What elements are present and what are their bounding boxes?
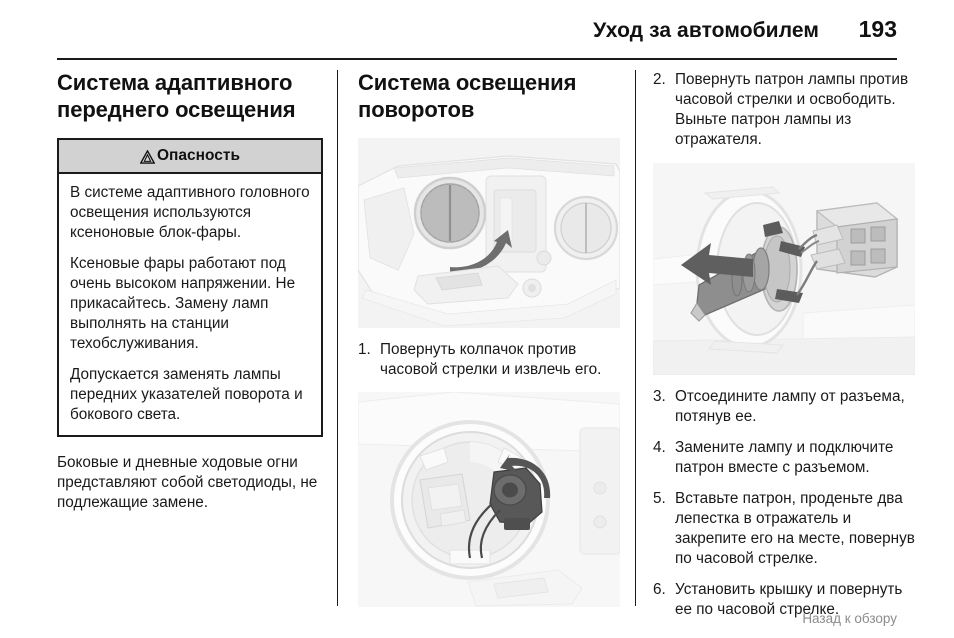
step-number: 5.	[653, 490, 666, 508]
danger-callout-box	[57, 138, 323, 437]
steps-list-right-top	[653, 70, 915, 150]
step-number: 6.	[653, 581, 666, 599]
step-number: 4.	[653, 439, 666, 457]
section-title-adaptive-lighting: Система адаптивного переднего освещения	[57, 70, 296, 122]
danger-paragraph: Допускается заменять лампы передних указателей поворота и бокового света.	[70, 365, 303, 423]
list-item	[653, 70, 915, 150]
step-text: Отсоедините лампу от разъема, потянув ее.	[675, 388, 905, 426]
danger-callout-header	[59, 140, 321, 174]
steps-list-right-bottom	[653, 387, 915, 620]
step-number: 3.	[653, 388, 666, 406]
page-number: 193	[858, 16, 897, 42]
step-number: 2.	[653, 71, 666, 88]
column-divider-left	[337, 70, 338, 606]
headlight-assembly-cap-rotate-figure	[358, 138, 620, 328]
column-divider-right	[635, 70, 636, 606]
danger-paragraph: В системе адаптивного головного освещения используются ксеноновые блок-фары.	[70, 183, 310, 241]
step-text: Повернуть патрон лампы против часовой стрелки и освободить. Выньте патрон лампы из отражателя.	[675, 71, 909, 149]
bulb-holder-connector-figure	[653, 163, 915, 375]
steps-list-middle	[358, 340, 620, 380]
section-title-cornering-lights: Система освещения поворотов	[358, 70, 577, 122]
page-header	[57, 16, 897, 43]
header-divider-rule	[57, 58, 897, 60]
list-item	[358, 340, 620, 380]
page-title: Уход за автомобилем	[593, 19, 819, 42]
step-text: Повернуть колпачок против часовой стрелки и извлечь его.	[380, 340, 602, 378]
step-number: 1.	[358, 340, 371, 358]
column-middle	[358, 70, 620, 619]
led-note-paragraph: Боковые и дневные ходовые огни представляют собой светодиоды, не подлежащие замене.	[57, 454, 318, 512]
step-text: Вставьте патрон, проденьте два лепестка в отражатель и закрепите его на месте, повернув по часовой стрелке.	[675, 490, 915, 568]
column-left	[57, 70, 323, 525]
step-text: Замените лампу и подключите патрон вместе с разъемом.	[675, 439, 894, 477]
danger-paragraph: Ксеновые фары работают под очень высоком напряжении. Не прикасайтесь. Замену ламп выполнять на станции техобслуживания.	[70, 254, 296, 352]
danger-callout-body	[59, 174, 321, 435]
list-item	[653, 387, 915, 427]
list-item	[653, 489, 915, 569]
list-item	[653, 438, 915, 478]
warning-triangle-icon	[140, 150, 155, 164]
column-right	[653, 70, 915, 620]
step-text: Установить крышку и повернуть ее по часовой стрелке.	[675, 581, 903, 619]
back-to-overview-link[interactable]: Назад к обзору	[802, 611, 897, 626]
danger-callout-title: Опасность	[156, 146, 241, 164]
headlight-socket-rotate-figure	[358, 392, 620, 607]
